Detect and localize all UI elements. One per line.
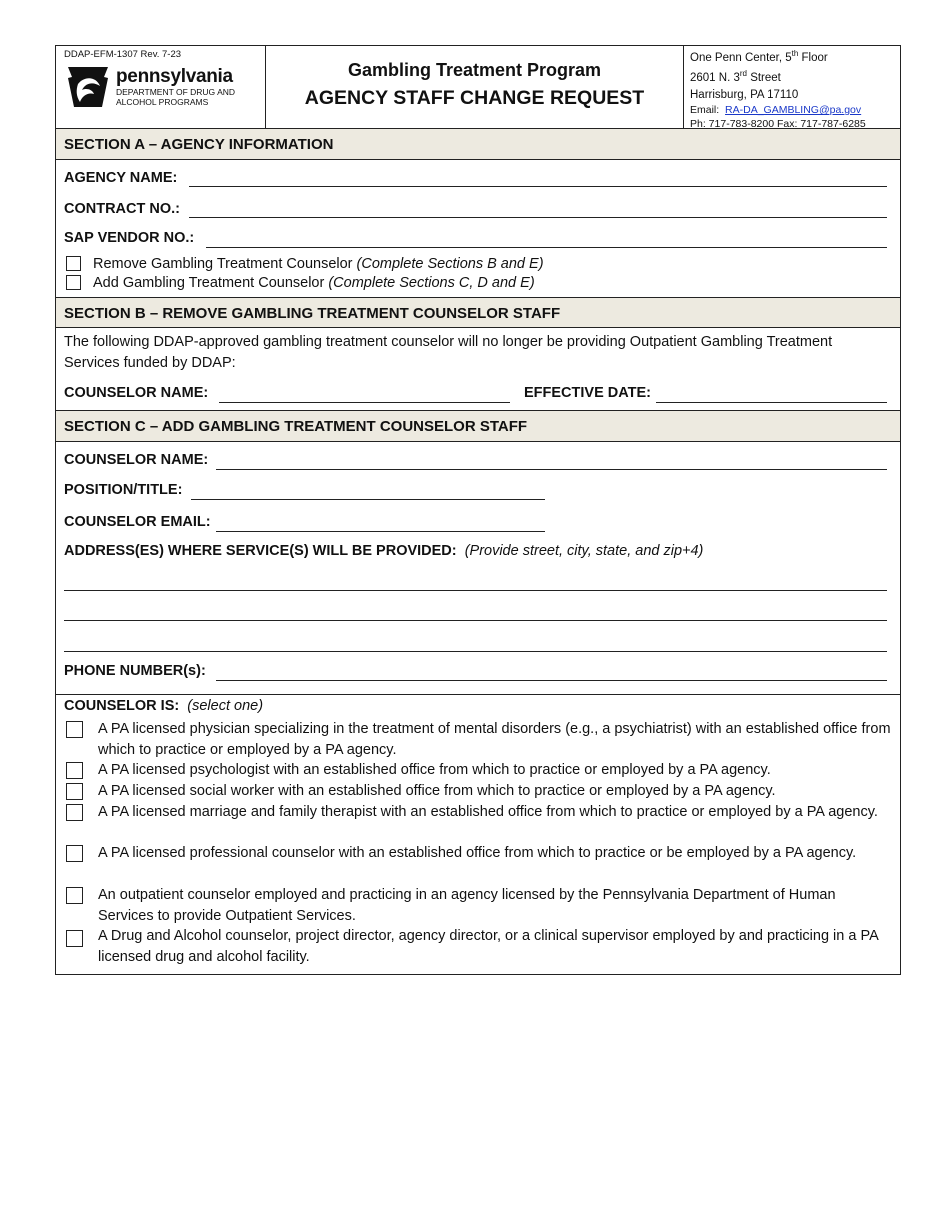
address-line2: 2601 N. 3rd Street xyxy=(690,69,781,85)
option-mft-checkbox[interactable] xyxy=(66,804,83,821)
form-number: DDAP-EFM-1307 Rev. 7-23 xyxy=(64,49,182,60)
header-logo-cell xyxy=(56,46,266,128)
service-address-line3[interactable] xyxy=(64,651,887,652)
section-b-intro: The following DDAP-approved gambling treatment counselor will no longer be providing Outpatient Gambling Treatment Services funded by DDAP: xyxy=(64,334,833,371)
keystone-icon xyxy=(64,64,112,110)
remove-counselor-option: Remove Gambling Treatment Counselor (Complete Sections B and E) xyxy=(93,256,544,272)
option-outpatient-checkbox[interactable] xyxy=(66,887,83,904)
option-psychologist-checkbox[interactable] xyxy=(66,762,83,779)
option-social-worker-text: A PA licensed social worker with an established office from which to practice or employed by a PA agency. xyxy=(98,783,776,799)
address-line1: One Penn Center, 5th Floor xyxy=(690,49,828,64)
option-social-worker-checkbox[interactable] xyxy=(66,783,83,800)
add-counselor-option: Add Gambling Treatment Counselor (Complete Sections C, D and E) xyxy=(93,275,535,291)
section-a-body xyxy=(56,160,900,297)
option-physician-text: A PA licensed physician specializing in the treatment of mental disorders (e.g., a psychiatrist) with an established office from which to practice or employed by a PA agency. xyxy=(98,721,891,758)
header-title-cell xyxy=(266,46,684,128)
counselor-type-section xyxy=(56,695,900,974)
counselor-is-label: COUNSELOR IS: (select one) xyxy=(64,698,264,714)
service-address-label: ADDRESS(ES) WHERE SERVICE(S) WILL BE PROVIDED: (Provide street, city, state, and zip+4) xyxy=(64,543,704,559)
effective-date-field[interactable] xyxy=(656,402,887,403)
remove-counselor-name-label: COUNSELOR NAME: xyxy=(64,385,209,401)
form-header xyxy=(56,46,900,129)
add-counselor-name-label: COUNSELOR NAME: xyxy=(64,452,209,468)
sap-vendor-field[interactable] xyxy=(206,247,887,248)
logo-title: pennsylvania xyxy=(116,66,233,87)
section-a-title: SECTION A – AGENCY INFORMATION xyxy=(56,129,900,160)
phone-fax: Ph: 717-783-8200 Fax: 717-787-6285 xyxy=(690,118,866,131)
section-c-body xyxy=(56,442,900,695)
staff-change-form xyxy=(55,45,901,975)
option-mft-text: A PA licensed marriage and family therapist with an established office from which to practice or employed by a PA agency. xyxy=(98,804,878,820)
counselor-email-label: COUNSELOR EMAIL: xyxy=(64,514,211,530)
option-professional-counselor-text: A PA licensed professional counselor with an established office from which to practice or be employed by a PA agency. xyxy=(98,845,857,861)
contract-no-label: CONTRACT NO.: xyxy=(64,201,180,217)
section-b-title: SECTION B – REMOVE GAMBLING TREATMENT COUNSELOR STAFF xyxy=(56,297,900,328)
option-drug-alcohol-checkbox[interactable] xyxy=(66,930,83,947)
option-professional-counselor-checkbox[interactable] xyxy=(66,845,83,862)
sap-vendor-label: SAP VENDOR NO.: xyxy=(64,230,195,246)
remove-counselor-name-field[interactable] xyxy=(219,402,510,403)
form-title: AGENCY STAFF CHANGE REQUEST xyxy=(304,87,645,109)
option-psychologist-text: A PA licensed psychologist with an established office from which to practice or employed by a PA agency. xyxy=(98,762,771,778)
logo-dept-line1: DEPARTMENT OF DRUG AND xyxy=(116,87,236,97)
position-title-field[interactable] xyxy=(191,499,545,500)
contract-no-field[interactable] xyxy=(189,217,887,218)
phone-number-label: PHONE NUMBER(s): xyxy=(64,663,206,679)
option-drug-alcohol-text: A Drug and Alcohol counselor, project director, agency director, or a clinical supervisor employed by and practicing in a PA licensed drug and alcohol facility. xyxy=(98,928,878,965)
add-counselor-checkbox[interactable] xyxy=(66,275,81,290)
email-link[interactable]: RA-DA_GAMBLING@pa.gov xyxy=(725,104,862,117)
section-b-body xyxy=(56,328,900,411)
service-address-line1[interactable] xyxy=(64,590,887,591)
position-title-label: POSITION/TITLE: xyxy=(64,482,183,498)
option-physician-checkbox[interactable] xyxy=(66,721,83,738)
pa-logo xyxy=(64,64,257,110)
phone-number-field[interactable] xyxy=(216,680,887,681)
option-outpatient-text: An outpatient counselor employed and practicing in an agency licensed by the Pennsylvania Department of Human Services to provide Outpatient Services. xyxy=(98,887,836,924)
header-contact-cell xyxy=(684,46,900,131)
effective-date-label: EFFECTIVE DATE: xyxy=(524,385,652,401)
section-c-title: SECTION C – ADD GAMBLING TREATMENT COUNSELOR STAFF xyxy=(56,411,900,442)
service-address-line2[interactable] xyxy=(64,620,887,621)
add-counselor-name-field[interactable] xyxy=(216,469,887,470)
address-line3: Harrisburg, PA 17110 xyxy=(690,88,799,101)
agency-name-field[interactable] xyxy=(189,186,887,187)
program-name: Gambling Treatment Program xyxy=(347,60,602,80)
email-line: Email: RA-DA_GAMBLING@pa.gov xyxy=(690,104,862,117)
logo-dept-line2: ALCOHOL PROGRAMS xyxy=(116,97,209,107)
remove-counselor-checkbox[interactable] xyxy=(66,256,81,271)
agency-name-label: AGENCY NAME: xyxy=(64,170,178,186)
counselor-email-field[interactable] xyxy=(216,531,545,532)
